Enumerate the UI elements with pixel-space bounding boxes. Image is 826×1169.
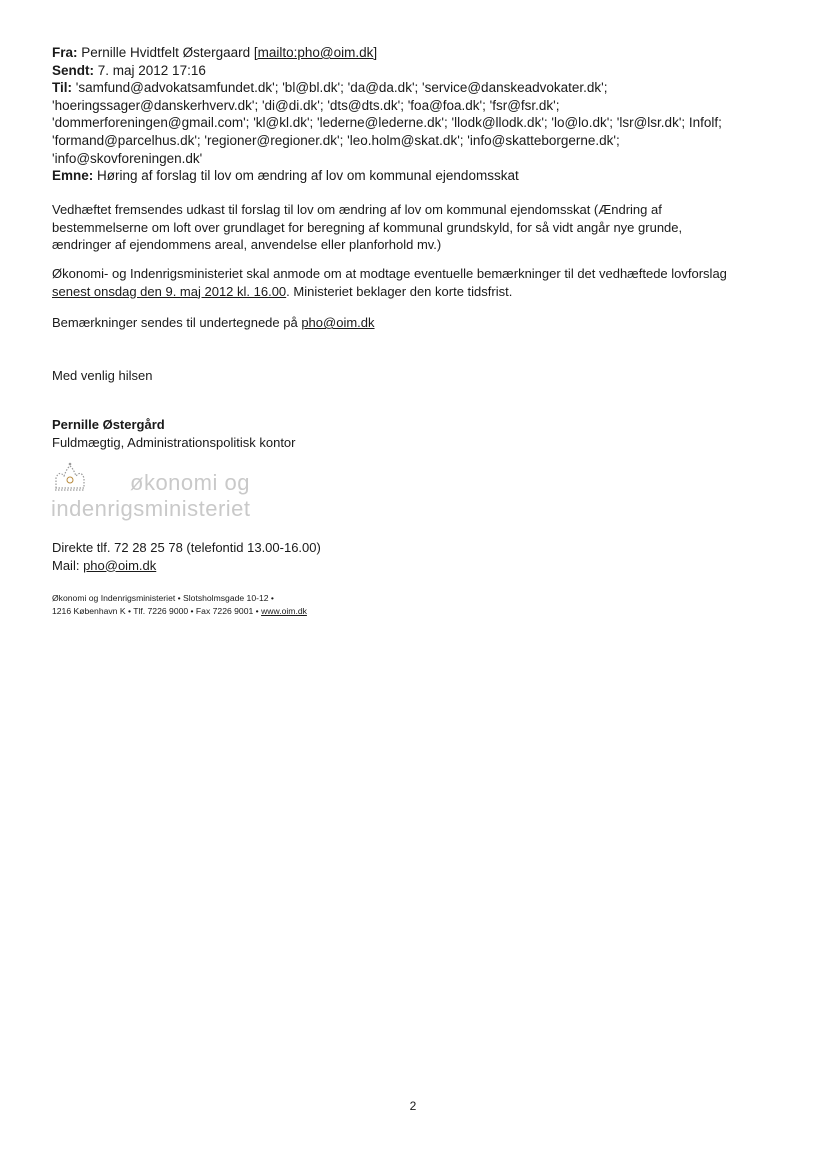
greeting: Med venlig hilsen — [52, 368, 153, 383]
to-recipients-line: 'formand@parcelhus.dk'; 'regioner@regioner.dk'; 'leo.holm@skat.dk'; 'info@skatteborgerne.dk'; — [52, 132, 620, 148]
from-row — [52, 44, 782, 62]
to-label: Til: — [52, 80, 72, 96]
sent-value: 7. maj 2012 17:16 — [97, 62, 206, 78]
from-mailto-link[interactable]: [mailto:pho@oim.dk] — [253, 45, 378, 60]
body-line: bestemmelserne om loft over grundlaget for beregning af kommunal grundskyld, for så vidt angår nye grunde, — [52, 219, 683, 235]
deadline-rest: . Ministeriet beklager den korte tidsfrist. — [286, 283, 513, 299]
mail-line — [52, 557, 782, 575]
signature-name: Pernille Østergård — [52, 417, 165, 432]
phone-line: Direkte tlf. 72 28 25 78 (telefontid 13.00-16.00) — [52, 540, 321, 555]
to-recipients-line: 'samfund@advokatsamfundet.dk'; 'bl@bl.dk'; 'da@da.dk'; 'service@danskeadvokater.dk'; — [75, 80, 608, 96]
subject-label: Emne: — [52, 168, 94, 184]
signature-title: Fuldmægtig, Administrationspolitisk kontor — [52, 434, 296, 450]
website-link[interactable]: www.oim.dk — [261, 606, 307, 616]
ministry-footer — [52, 592, 307, 618]
subject-row — [52, 167, 782, 185]
mail-link[interactable]: pho@oim.dk — [83, 557, 157, 573]
email-header — [52, 44, 782, 185]
body-line: ændringer af ejendommens areal, anvendelse eller planforhold mv.) — [52, 237, 442, 252]
sent-row — [52, 62, 782, 80]
body-paragraph-3 — [52, 314, 782, 332]
to-recipients-line: 'hoeringssager@danskerhverv.dk'; 'di@di.dk'; 'dts@dts.dk'; 'foa@foa.dk'; 'fsr@fsr.dk'; — [52, 97, 560, 113]
logo-text-line1: økonomi og — [130, 470, 250, 495]
mail-label: Mail: — [52, 557, 84, 573]
to-recipients-line: 'dommerforeningen@gmail.com'; 'kl@kl.dk'; 'lederne@lederne.dk'; 'llodk@llodk.dk'; 'lo@lo.dk'; 'lsr@lsr.dk'; Infolf; — [52, 115, 722, 131]
body-line: Økonomi- og Indenrigsministeriet skal anmode om at modtage eventuelle bemærkninger til det vedhæftede lovforslag — [52, 266, 727, 281]
contact-info — [52, 539, 782, 574]
page-number: 2 — [409, 1099, 417, 1113]
signature — [52, 416, 782, 451]
from-label: Fra: — [52, 45, 78, 60]
to-row — [52, 79, 782, 97]
footer-address: 1216 København K • Tlf. 7226 9000 • Fax 7226 9001 • — [52, 606, 262, 616]
body-paragraph-2 — [52, 265, 782, 300]
crown-icon — [50, 462, 90, 494]
deadline-text: senest onsdag den 9. maj 2012 kl. 16.00 — [52, 283, 287, 299]
footer-line: Økonomi og Indenrigsministeriet • Slotsholmsgade 10-12 • — [52, 593, 274, 603]
from-value: Pernille Hvidtfelt Østergaard — [81, 45, 251, 60]
subject-value: Høring af forslag til lov om ændring af lov om kommunal ejendomsskat — [97, 168, 519, 184]
body-text: Bemærkninger sendes til undertegnede på — [52, 315, 302, 330]
body-line — [52, 283, 782, 301]
sent-label: Sendt: — [52, 62, 94, 78]
to-recipients-line: 'info@skovforeningen.dk' — [52, 150, 203, 166]
logo-text-line2: indenrigsministeriet — [51, 496, 251, 521]
footer-line — [52, 605, 307, 618]
email-link[interactable]: pho@oim.dk — [301, 315, 375, 330]
body-paragraph-1 — [52, 201, 782, 254]
body-line: Vedhæftet fremsendes udkast til forslag til lov om ændring af lov om kommunal ejendomsskat (Ændring af — [52, 202, 662, 217]
ministry-logo — [50, 462, 290, 522]
